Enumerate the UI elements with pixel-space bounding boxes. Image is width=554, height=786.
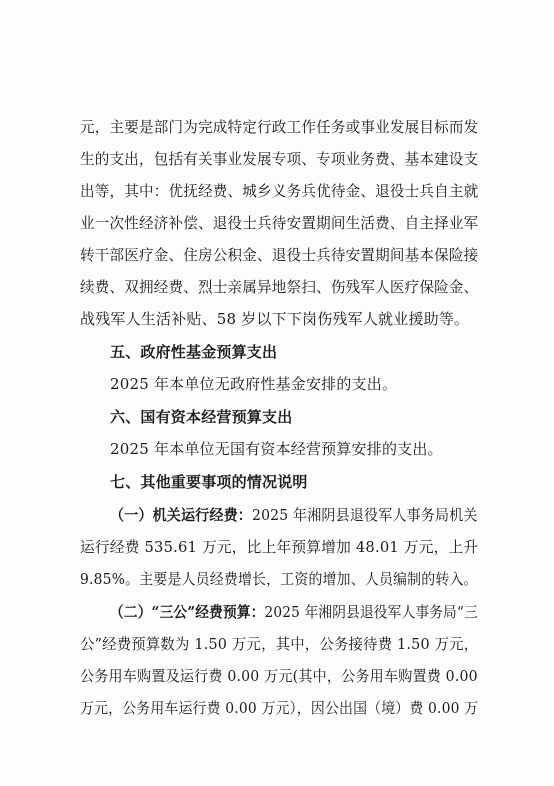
section-heading: 六、国有资本经营预算支出 — [110, 408, 293, 426]
body-text-line: 战残军人生活补贴、58 岁以下下岗伤残军人就业援助等。 — [80, 310, 470, 328]
section-heading: 七、其他重要事项的情况说明 — [110, 473, 308, 491]
body-text-line: 9.85%。主要是人员经费增长，工资的增加、人员编制的转入。 — [80, 570, 478, 588]
body-text-line — [110, 505, 478, 525]
body-text-line: 运行经费 535.61 万元，比上年预算增加 48.01 万元，上升 — [80, 538, 479, 556]
body-text-line: 出等，其中：优抚经费、城乡义务兵优待金、退役士兵自主就 — [80, 182, 479, 200]
item-text: 2025 年湘阴县退役军人事务局“三 — [264, 603, 478, 621]
body-text-line: 业一次性经济补偿、退役士兵待安置期间生活费、自主择业军 — [80, 214, 479, 232]
body-text-line: 转干部医疗金、住房公积金、退役士兵待安置期间基本保险接 — [80, 246, 479, 264]
body-text-line — [110, 602, 478, 622]
body-text-line: 生的支出，包括有关事业发展专项、专项业务费、基本建设支 — [80, 150, 479, 168]
body-text-line: 万元，公务用车运行费 0.00 万元），因公出国（境）费 0.00 万 — [80, 699, 479, 717]
item-label: （二）“三公”经费预算： — [110, 603, 265, 621]
section-heading: 五、政府性基金预算支出 — [110, 343, 278, 361]
body-text-line: 元，主要是部门为完成特定行政工作任务或事业发展目标而发 — [80, 118, 479, 136]
body-text-line: 2025 年本单位无政府性基金安排的支出。 — [110, 375, 398, 393]
item-label: （一）机关运行经费： — [110, 506, 252, 524]
body-text-line: 公务用车购置及运行费 0.00 万元(其中，公务用车购置费 0.00 — [80, 667, 478, 685]
body-text-line: 2025 年本单位无国有资本经营预算安排的支出。 — [110, 440, 443, 458]
body-text-line: 公”经费预算数为 1.50 万元，其中，公务接待费 1.50 万元， — [80, 635, 479, 653]
item-text: 2025 年湘阴县退役军人事务局机关 — [251, 506, 478, 524]
body-text-line: 续费、双拥经费、烈士亲属异地祭扫、伤残军人医疗保险金、 — [80, 278, 479, 296]
